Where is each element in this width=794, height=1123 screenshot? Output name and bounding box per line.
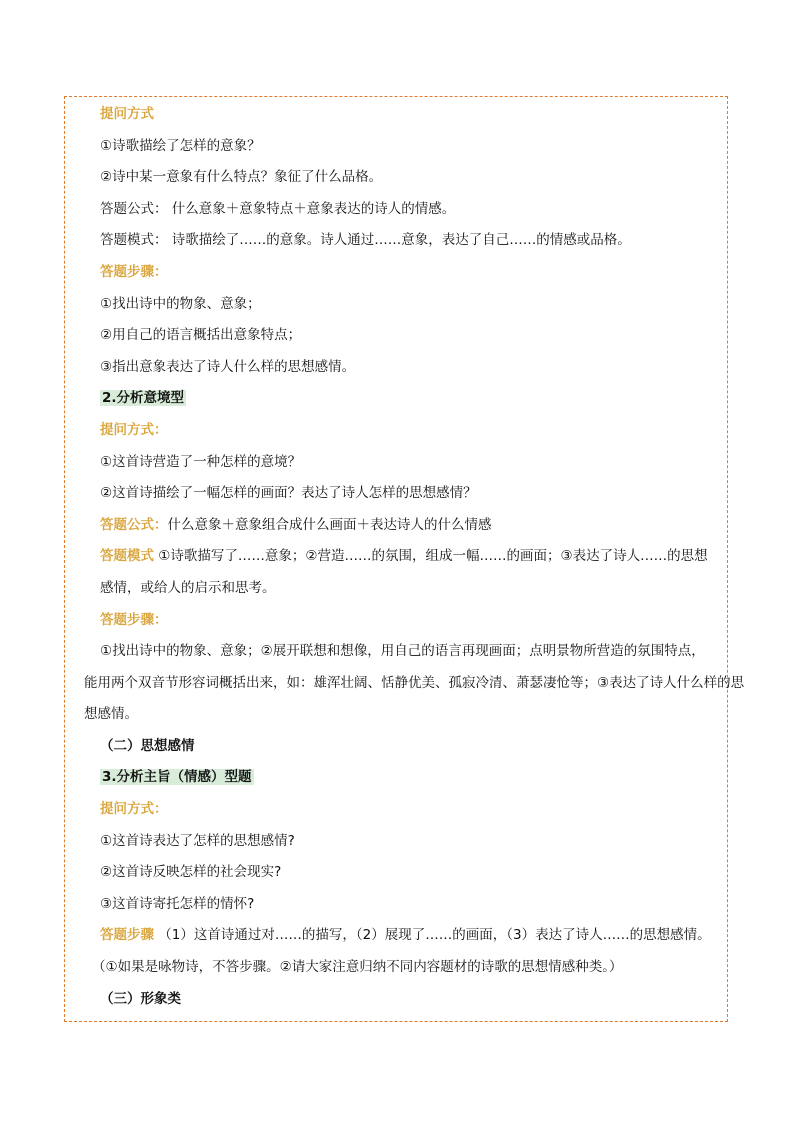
- note-line: （①如果是咏物诗，不答步骤。②请大家注意归纳不同内容题材的诗歌的思想情感种类。）: [92, 959, 623, 976]
- question-label: 提问方式：: [100, 421, 168, 438]
- model-line: [100, 230, 724, 262]
- steps-text: （1）这首诗通过对……的描写，（2）展现了……的画面，（3）表达了诗人……的思想感情。: [158, 927, 711, 944]
- document-body: [84, 104, 745, 1020]
- part-heading: （二）思想感情: [100, 737, 195, 754]
- question-label: 提问方式: [100, 106, 154, 122]
- question-item: ③这首诗寄托怎样的情怀?: [100, 895, 255, 912]
- formula-text: 什么意象＋意象组合成什么画面＋表达诗人的什么情感: [167, 516, 492, 533]
- model-label: 答题模式: [100, 548, 154, 565]
- steps-label: 答题步骤：: [100, 611, 168, 628]
- question-item: ①这首诗表达了怎样的思想感情?: [100, 832, 295, 849]
- question-item: ①诗歌描绘了怎样的意象？: [100, 137, 261, 154]
- steps-label: 答题步骤：: [100, 263, 168, 280]
- formula-label: 答题公式：: [100, 516, 168, 533]
- formula-line: [100, 515, 724, 547]
- steps-paragraph-line: 想感情。: [84, 706, 138, 723]
- steps-label: 答题步骤: [100, 927, 154, 944]
- model-line: [100, 546, 724, 578]
- question-label: 提问方式：: [100, 801, 168, 818]
- formula-text: 什么意象＋意象特点＋意象表达的诗人的情感。: [171, 200, 456, 217]
- section-heading: 2.分析意境型: [102, 390, 185, 407]
- formula-label: 答题公式：: [100, 200, 168, 217]
- steps-paragraph-line: ①找出诗中的物象、意象；②展开联想和想像，用自己的语言再现画面；点明景物所营造的氛围特点，: [100, 643, 705, 660]
- model-text: ①诗歌描写了……意象；②营造……的氛围，组成一幅……的画面；③表达了诗人……的思想: [158, 548, 708, 565]
- question-item: ②诗中某一意象有什么特点？象征了什么品格。: [100, 169, 383, 186]
- step-item: ①找出诗中的物象、意象；: [100, 295, 261, 312]
- model-continuation: 感情，或给人的启示和思考。: [100, 579, 276, 596]
- question-item: ②这首诗描绘了一幅怎样的画面？表达了诗人怎样的思想感情？: [100, 485, 477, 502]
- section-heading: 3.分析主旨（情感）型题: [102, 769, 252, 786]
- step-item: ③指出意象表达了诗人什么样的思想感情。: [100, 358, 356, 375]
- steps-paragraph-line: 能用两个双音节形容词概括出来，如：雄浑壮阔、恬静优美、孤寂冷清、萧瑟凄怆等；③表达了诗人什么样的思: [84, 674, 745, 691]
- formula-line: [100, 199, 724, 231]
- question-item: ②这首诗反映怎样的社会现实?: [100, 864, 282, 881]
- part-heading: （三）形象类: [100, 990, 181, 1007]
- step-item: ②用自己的语言概括出意象特点；: [100, 327, 302, 344]
- model-text: 诗歌描绘了……的意象。诗人通过……意象，表达了自己……的情感或品格。: [171, 232, 631, 249]
- question-item: ①这首诗营造了一种怎样的意境？: [100, 453, 302, 470]
- model-label: 答题模式：: [100, 232, 168, 249]
- steps-line: [100, 925, 724, 957]
